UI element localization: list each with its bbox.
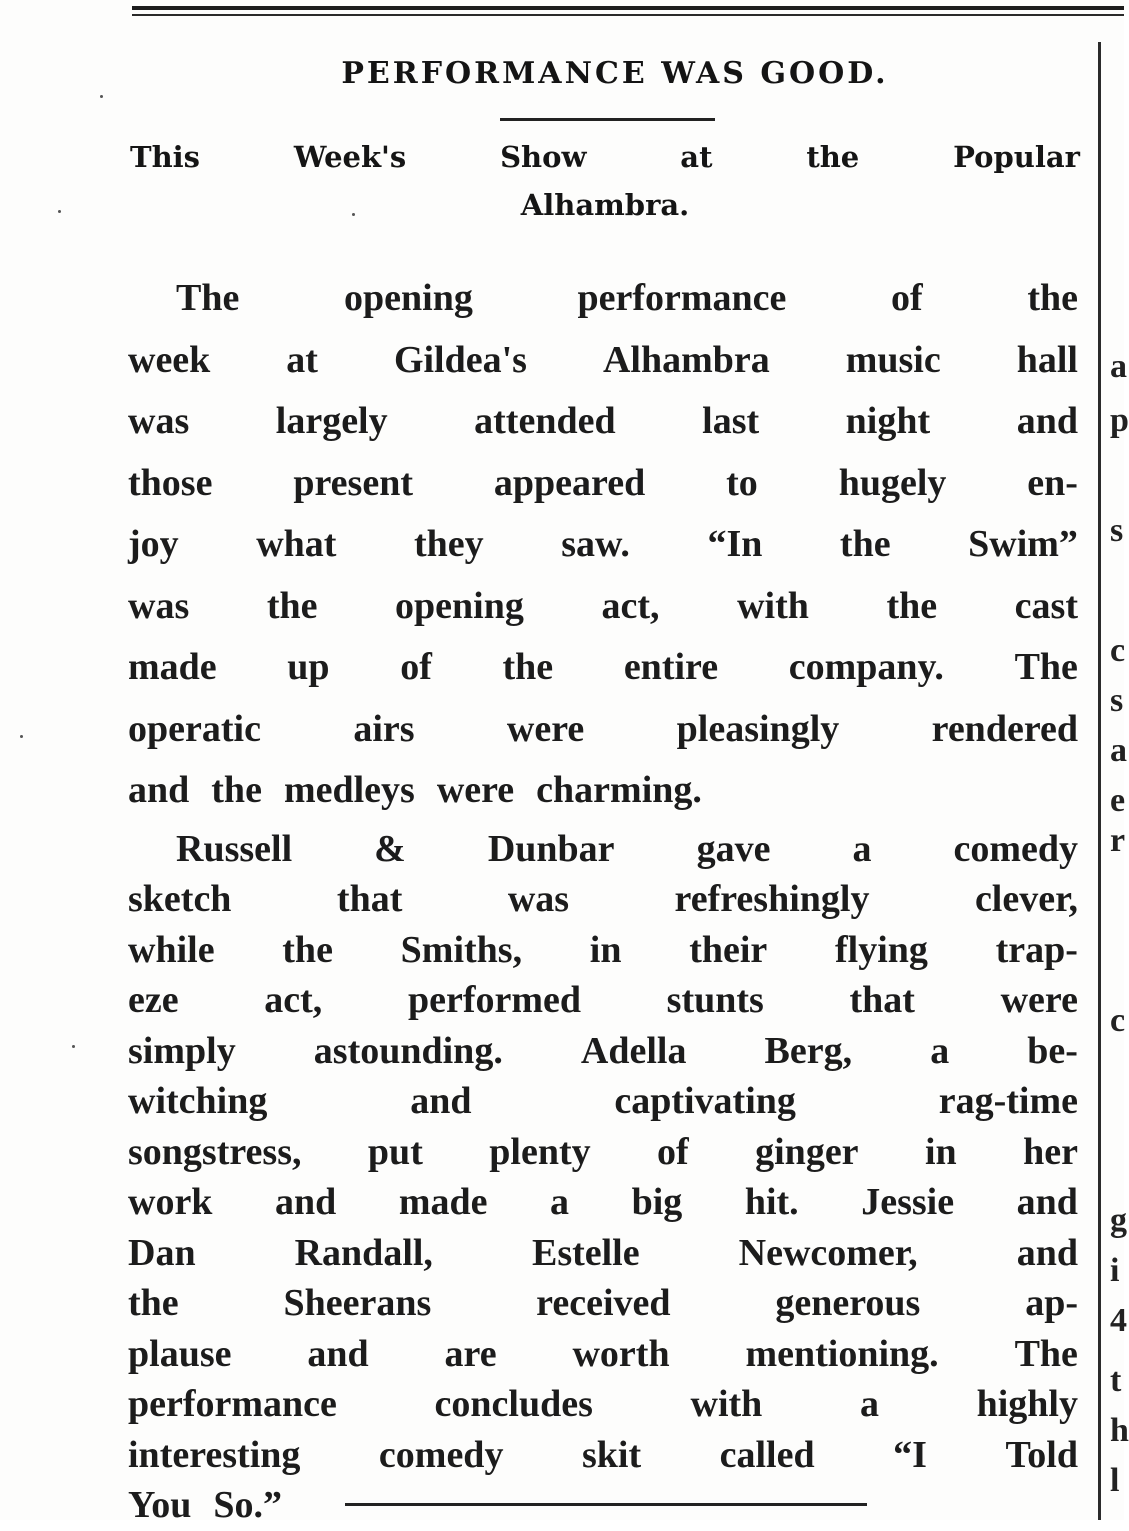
- word: interesting: [128, 1433, 301, 1476]
- text-line: [128, 637, 1078, 699]
- word: and: [307, 1332, 369, 1375]
- article-body: [128, 268, 1078, 1531]
- word: opening: [395, 584, 524, 627]
- text-line: [128, 1430, 1078, 1481]
- word: Berg,: [764, 1029, 853, 1072]
- text-line: [128, 1026, 1078, 1077]
- word: made: [398, 1181, 488, 1223]
- word: with: [737, 584, 809, 627]
- word: rag-time: [938, 1080, 1078, 1122]
- word: the: [282, 928, 333, 971]
- word: entire: [623, 646, 719, 688]
- column-fragment-letter: r: [1110, 822, 1126, 859]
- word: simply: [128, 1029, 236, 1072]
- word: appeared: [493, 461, 646, 504]
- word: the: [211, 769, 262, 811]
- word: they: [414, 523, 484, 565]
- word: be-: [1027, 1029, 1078, 1072]
- word: concludes: [434, 1383, 593, 1425]
- word: and: [410, 1080, 472, 1122]
- word: en-: [1027, 461, 1078, 504]
- word: performance: [577, 277, 787, 319]
- print-speck: [100, 95, 103, 98]
- word: rendered: [931, 707, 1078, 750]
- word: a: [859, 1383, 879, 1425]
- word: skit: [581, 1433, 642, 1476]
- word: in: [924, 1130, 957, 1173]
- word: refreshingly: [674, 878, 870, 920]
- word: the: [839, 523, 891, 565]
- column-fragment-letter: a: [1110, 348, 1127, 385]
- word: You: [128, 1484, 192, 1526]
- word: The: [1014, 646, 1078, 688]
- text-line: [128, 1177, 1078, 1228]
- word: hit.: [744, 1181, 799, 1223]
- word: ginger: [755, 1130, 859, 1173]
- article-headline: PERFORMANCE WAS GOOD.: [341, 56, 889, 91]
- word: plause: [128, 1332, 232, 1375]
- word: a: [852, 827, 872, 870]
- word: of: [657, 1130, 689, 1173]
- word: stunts: [666, 979, 764, 1021]
- word: what: [256, 523, 337, 565]
- word: saw.: [561, 523, 630, 565]
- word: was: [128, 584, 190, 627]
- word: pleasingly: [676, 707, 840, 750]
- article-subhead: [130, 140, 1080, 222]
- word: that: [336, 878, 403, 920]
- word: Adella: [580, 1029, 687, 1072]
- print-speck: [20, 735, 23, 738]
- word: with: [690, 1383, 763, 1425]
- word: joy: [128, 523, 179, 565]
- word: are: [444, 1332, 497, 1375]
- word: Alhambra: [602, 338, 770, 381]
- word: flying: [835, 928, 928, 971]
- word: Russell: [176, 827, 293, 870]
- word: sketch: [128, 878, 232, 920]
- word: of: [891, 277, 923, 319]
- print-speck: [58, 210, 61, 213]
- word: made: [128, 646, 217, 688]
- text-line: [128, 1379, 1078, 1430]
- subhead-word: at: [680, 140, 713, 174]
- word: act,: [601, 584, 660, 627]
- word: medleys: [283, 769, 415, 811]
- column-fragment-letter: l: [1110, 1462, 1120, 1499]
- word: were: [436, 769, 515, 811]
- word: attended: [474, 400, 616, 442]
- word: clever,: [974, 878, 1078, 920]
- word: highly: [976, 1383, 1078, 1425]
- word: charming.: [536, 769, 702, 811]
- word: plenty: [489, 1130, 591, 1173]
- word: witching: [128, 1080, 268, 1122]
- text-line: [128, 391, 1078, 453]
- word: the: [128, 1282, 179, 1324]
- word: were: [506, 707, 585, 750]
- word: that: [849, 979, 915, 1021]
- column-fragment-letter: s: [1110, 512, 1124, 549]
- text-line: [128, 874, 1078, 925]
- column-fragment-letter: t: [1110, 1362, 1122, 1399]
- word: the: [1027, 277, 1078, 319]
- word: the: [502, 646, 554, 688]
- word: hall: [1016, 338, 1078, 381]
- column-fragment-letter: g: [1110, 1202, 1127, 1239]
- word: performance: [128, 1383, 337, 1425]
- word: songstress,: [128, 1130, 302, 1173]
- word: Dan: [128, 1231, 196, 1274]
- column-fragment-letter: h: [1110, 1412, 1129, 1449]
- word: operatic: [128, 707, 261, 750]
- word: So.”: [213, 1484, 283, 1526]
- top-border-rule: [132, 6, 1124, 10]
- word: were: [1000, 979, 1078, 1021]
- word: the: [266, 584, 318, 627]
- word: big: [631, 1181, 683, 1223]
- word: while: [128, 928, 215, 971]
- word: Jessie: [861, 1181, 955, 1223]
- word: hugely: [838, 461, 947, 504]
- word: Swim”: [968, 523, 1078, 565]
- word: captivating: [614, 1080, 796, 1122]
- text-line: [128, 1076, 1078, 1127]
- column-fragment-letter: c: [1110, 632, 1126, 669]
- column-fragment-letter: p: [1110, 402, 1129, 439]
- top-border-rule-thin: [132, 14, 1124, 16]
- word: and: [275, 1181, 337, 1223]
- text-line: [128, 1329, 1078, 1380]
- print-speck: [72, 1045, 75, 1048]
- word: present: [293, 461, 413, 504]
- adjacent-column-fragments: [1108, 340, 1129, 1520]
- word: Estelle: [531, 1231, 640, 1274]
- word: a: [930, 1029, 950, 1072]
- text-line: [128, 975, 1078, 1026]
- column-fragment-letter: 4: [1110, 1302, 1127, 1339]
- word: astounding.: [313, 1029, 503, 1072]
- text-line: [128, 925, 1078, 976]
- subhead-word: Popular: [953, 140, 1080, 174]
- word: trap-: [995, 928, 1078, 971]
- word: and: [128, 769, 190, 811]
- word: and: [1016, 1231, 1078, 1274]
- word: worth: [572, 1332, 670, 1375]
- word: The: [1014, 1332, 1078, 1375]
- word: last: [702, 400, 760, 442]
- word: her: [1023, 1130, 1078, 1173]
- word: put: [367, 1130, 423, 1173]
- text-line: [128, 760, 1078, 822]
- word: received: [536, 1282, 671, 1324]
- word: those: [128, 461, 213, 504]
- column-fragment-letter: a: [1110, 732, 1127, 769]
- subhead-word: Week's: [293, 140, 407, 174]
- word: “In: [707, 523, 763, 565]
- text-line: [128, 268, 1078, 330]
- subhead-line-2: Alhambra.: [520, 188, 690, 222]
- word: gave: [696, 827, 771, 870]
- column-fragment-letter: i: [1110, 1252, 1120, 1289]
- word: work: [128, 1181, 213, 1223]
- word: to: [726, 461, 758, 504]
- subhead-line-1: [130, 140, 1080, 174]
- word: comedy: [953, 827, 1078, 870]
- column-divider-rule: [1098, 42, 1101, 1520]
- text-line: [128, 453, 1078, 515]
- text-line: [128, 1228, 1078, 1279]
- word: up: [287, 646, 330, 688]
- word: was: [507, 878, 570, 920]
- text-line: [128, 1127, 1078, 1178]
- word: Told: [1005, 1433, 1078, 1476]
- word: and: [1016, 1181, 1078, 1223]
- word: in: [589, 928, 622, 971]
- word: ap-: [1025, 1282, 1078, 1324]
- word: a: [550, 1181, 570, 1223]
- word: airs: [353, 707, 415, 750]
- word: largely: [275, 400, 388, 442]
- headline-divider: [500, 118, 715, 121]
- column-fragment-letter: e: [1110, 782, 1126, 819]
- word: company.: [788, 646, 944, 688]
- word: Randall,: [294, 1231, 433, 1274]
- word: Gildea's: [393, 338, 527, 381]
- word: the: [886, 584, 938, 627]
- subhead-word: the: [806, 140, 860, 174]
- text-line: [128, 576, 1078, 638]
- column-fragment-letter: c: [1110, 1002, 1126, 1039]
- word: called: [719, 1433, 815, 1476]
- subhead-word: Show: [500, 140, 587, 174]
- word: Dunbar: [487, 827, 615, 870]
- word: comedy: [378, 1433, 504, 1476]
- word: generous: [775, 1282, 921, 1324]
- end-of-article-rule: [345, 1503, 867, 1506]
- word: mentioning.: [745, 1332, 939, 1375]
- subhead-word: This: [130, 140, 201, 174]
- word: Newcomer,: [738, 1231, 918, 1274]
- word: Sheerans: [283, 1282, 432, 1324]
- article-paragraph: [128, 824, 1078, 1531]
- text-line: [128, 699, 1078, 761]
- text-line: [128, 824, 1078, 875]
- word: opening: [344, 277, 473, 319]
- word: night: [845, 400, 931, 442]
- word: “I: [893, 1433, 927, 1476]
- word: eze: [128, 979, 179, 1021]
- column-fragment-letter: s: [1110, 682, 1124, 719]
- text-line: [128, 330, 1078, 392]
- word: performed: [407, 979, 581, 1021]
- word: cast: [1014, 584, 1078, 627]
- word: and: [1016, 400, 1078, 442]
- word: The: [176, 277, 240, 319]
- print-speck: [352, 213, 355, 216]
- word: was: [128, 400, 190, 442]
- text-line: [128, 514, 1078, 576]
- article-paragraph: [128, 268, 1078, 822]
- word: music: [845, 338, 941, 381]
- word: Smiths,: [400, 928, 523, 971]
- word: of: [400, 646, 432, 688]
- word: act,: [264, 979, 323, 1021]
- word: their: [689, 928, 768, 971]
- word: at: [286, 338, 318, 381]
- word: &: [374, 827, 406, 870]
- word: week: [128, 338, 211, 381]
- text-line: [128, 1278, 1078, 1329]
